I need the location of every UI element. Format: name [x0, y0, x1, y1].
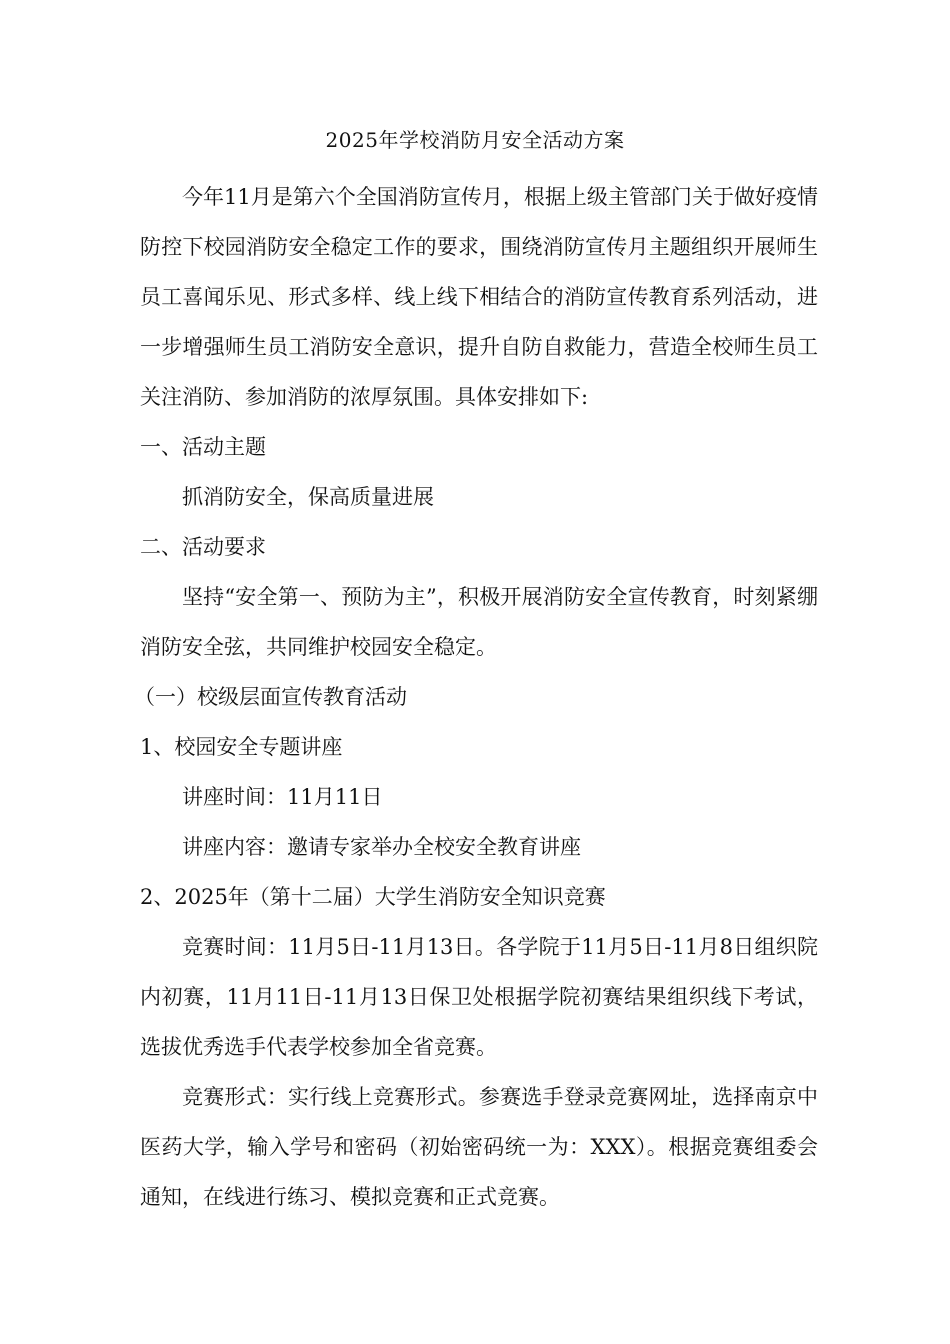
section1-body: 抓消防安全，保高质量进展: [182, 485, 434, 509]
item2-time: 竞赛时间：11月5日-11月13日。各学院于11月5日-11月8日组织院内初赛，11月11日-11月13日保卫处根据学院初赛结果组织线下考试，选拔优秀选手代表学校参加全省竞赛。: [140, 935, 818, 1059]
intro-paragraph: 今年11月是第六个全国消防宣传月，根据上级主管部门关于做好疫情防控下校园消防安全稳定工作的要求，围绕消防宣传月主题组织开展师生员工喜闻乐见、形式多样、线上线下相结合的消防宣传教育系列活动，进一步增强师生员工消防安全意识，提升自防自救能力，营造全校师生员工关注消防、参加消防的浓厚氛围。具体安排如下:: [140, 185, 818, 409]
item1-time: 讲座时间：11月11日: [182, 785, 383, 809]
document-body: [134, 172, 818, 1222]
section2-heading: 二、活动要求: [140, 535, 266, 559]
section1-heading: 一、活动主题: [140, 435, 266, 459]
item1-content: 讲座内容：邀请专家举办全校安全教育讲座: [182, 835, 581, 859]
subsection1-heading: （一）校级层面宣传教育活动: [134, 685, 407, 709]
document-title: 2025年学校消防月安全活动方案: [325, 128, 625, 152]
item1-heading: 1、校园安全专题讲座: [140, 735, 343, 759]
section2-body: 坚持“安全第一、预防为主”，积极开展消防安全宣传教育，时刻紧绷消防安全弦，共同维护校园安全稳定。: [140, 585, 818, 659]
item2-form: 竞赛形式：实行线上竞赛形式。参赛选手登录竞赛网址，选择南京中医药大学，输入学号和密码（初始密码统一为：XXX）。根据竞赛组委会通知，在线进行练习、模拟竞赛和正式竞赛。: [140, 1085, 818, 1209]
item2-heading: 2、2025年（第十二届）大学生消防安全知识竞赛: [140, 885, 606, 909]
